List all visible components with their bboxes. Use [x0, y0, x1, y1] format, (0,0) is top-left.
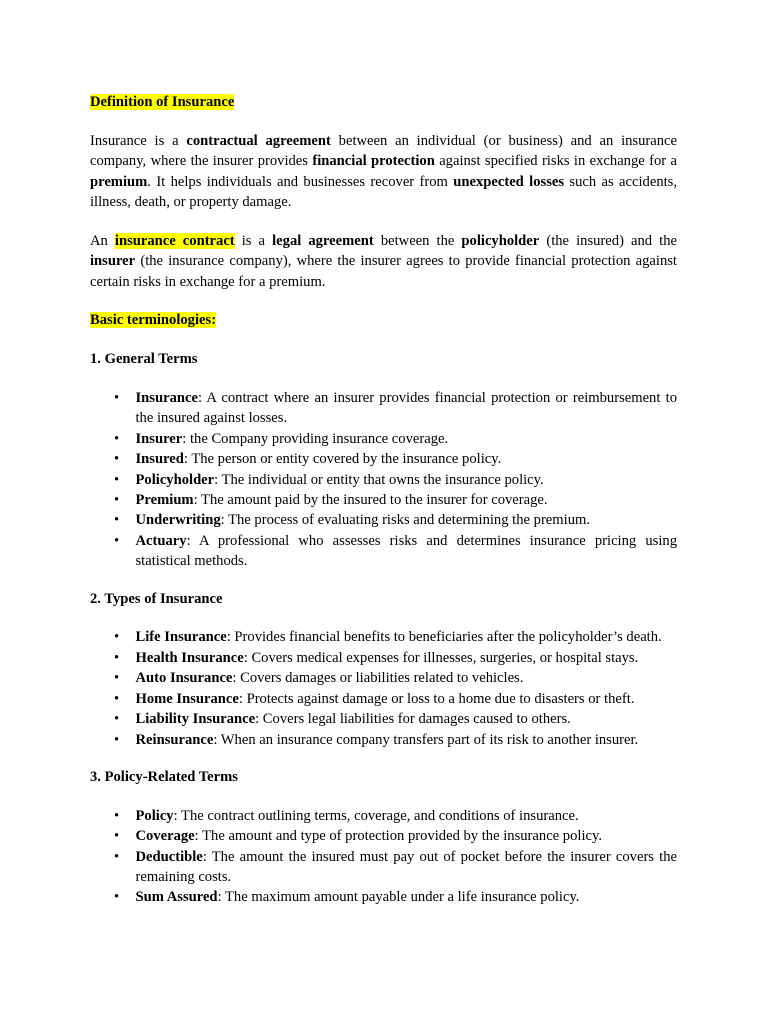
term: Auto Insurance [135, 670, 233, 687]
term: Premium [135, 492, 194, 509]
bullet-icon: • [114, 889, 120, 906]
bullet-icon: • [114, 731, 120, 748]
bold-term: unexpected losses [453, 173, 565, 190]
term: Actuary [135, 532, 187, 549]
text-run: An [90, 232, 115, 249]
term: Health Insurance [135, 649, 244, 666]
term-description: : Provides financial benefits to beneficiaries after the policyholder’s death. [226, 629, 662, 646]
subheading-types-of-insurance: 2. Types of Insurance [90, 590, 223, 607]
bold-term: policyholder [461, 232, 540, 249]
term-description: : the Company providing insurance coverage. [182, 430, 449, 447]
text-run: between an individual (or business) and an insurance company, where the insurer provides [90, 132, 677, 170]
text-run: (the insurance company), where the insurer agrees to provide financial protection against certain risks in exchange for a premium. [90, 253, 677, 290]
definition-paragraph [90, 131, 677, 213]
bullet-icon: • [114, 512, 120, 529]
term-description: : The maximum amount payable under a life insurance policy. [217, 889, 580, 906]
term: Insurer [135, 430, 183, 447]
term-description: : Covers damages or liabilities related to vehicles. [232, 670, 524, 687]
bullet-icon: • [114, 807, 120, 824]
list-item [90, 388, 677, 429]
term-description: : The individual or entity that owns the insurance policy. [214, 471, 544, 488]
section-title-terminologies [90, 310, 677, 330]
bullet-icon: • [114, 451, 120, 468]
text-run: is a [234, 232, 273, 249]
list-item [90, 648, 677, 668]
text-run: between the [373, 232, 462, 249]
bullet-icon: • [114, 828, 120, 845]
term: Deductible [135, 848, 203, 865]
bullet-icon: • [114, 492, 120, 509]
list-item [90, 510, 677, 530]
term-description: : The amount paid by the insured to the insurer for coverage. [193, 492, 548, 509]
bold-term: contractual agreement [186, 132, 331, 149]
list-item [90, 689, 677, 709]
bullet-icon: • [114, 471, 120, 488]
text-run: against specified risks in exchange for a [434, 153, 677, 170]
policy-related-terms-list [90, 806, 677, 908]
term-description: : The contract outlining terms, coverage, and conditions of insurance. [173, 807, 579, 824]
term-description: : The amount the insured must pay out of pocket before the insurer covers the remaining costs. [135, 848, 677, 885]
term-description: : The process of evaluating risks and determining the premium. [220, 512, 590, 529]
list-item [90, 826, 677, 846]
list-item [90, 847, 677, 888]
term: Policy [135, 807, 174, 824]
text-run: such as accidents, illness, death, or property damage. [90, 173, 677, 211]
term-description: : The person or entity covered by the insurance policy. [183, 451, 502, 468]
text-run: . It helps individuals and businesses recover from [147, 173, 454, 190]
term: Liability Insurance [135, 711, 256, 728]
term-description: : When an insurance company transfers part of its risk to another insurer. [213, 731, 639, 748]
term: Policyholder [135, 471, 215, 488]
highlighted-title: Basic terminologies: [90, 312, 217, 329]
term: Life Insurance [135, 629, 227, 646]
term: Insurance [135, 390, 198, 407]
highlighted-term: insurance contract [114, 232, 235, 249]
term-description: : A contract where an insurer provides financial protection or reimbursement to the insured against losses. [135, 390, 677, 427]
term-description: : The amount and type of protection provided by the insurance policy. [194, 828, 602, 845]
bullet-icon: • [114, 690, 120, 707]
list-item [90, 806, 677, 826]
bullet-icon: • [114, 430, 120, 447]
list-item [90, 449, 677, 469]
bullet-icon: • [114, 649, 120, 666]
term-description: : Covers legal liabilities for damages caused to others. [255, 711, 571, 728]
list-item [90, 668, 677, 688]
text-run: Insurance is a [90, 132, 187, 149]
section-title-definition [90, 92, 677, 112]
list-item [90, 730, 677, 750]
term-description: : Protects against damage or loss to a home due to disasters or theft. [238, 690, 635, 707]
list-item [90, 887, 677, 907]
bullet-icon: • [114, 629, 120, 646]
bold-term: financial protection [312, 153, 435, 170]
term: Reinsurance [135, 731, 214, 748]
list-item [90, 709, 677, 729]
term: Sum Assured [135, 889, 218, 906]
term: Coverage [135, 828, 195, 845]
bullet-icon: • [114, 532, 120, 549]
list-item [90, 627, 677, 647]
contract-paragraph [90, 231, 677, 292]
term-description: : A professional who assesses risks and determines insurance pricing using statistical methods. [135, 532, 677, 570]
general-terms-list [90, 388, 677, 572]
term-description: : Covers medical expenses for illnesses, surgeries, or hospital stays. [243, 649, 639, 666]
bold-term: premium [90, 173, 148, 190]
list-item [90, 490, 677, 510]
bold-term: insurer [90, 253, 136, 270]
highlighted-title: Definition of Insurance [90, 94, 235, 110]
subheading-general-terms: 1. General Terms [90, 351, 198, 368]
list-item [90, 470, 677, 490]
term: Underwriting [135, 512, 221, 529]
bullet-icon: • [114, 390, 120, 407]
bullet-icon: • [114, 711, 120, 728]
text-run: (the insured) and the [539, 232, 677, 249]
bullet-icon: • [114, 670, 120, 687]
bold-term: legal agreement [272, 232, 374, 249]
types-of-insurance-list [90, 627, 677, 749]
bullet-icon: • [114, 848, 120, 865]
subheading-policy-related-terms: 3. Policy-Related Terms [90, 768, 238, 785]
term: Insured [135, 451, 184, 468]
list-item [90, 429, 677, 449]
list-item [90, 531, 677, 572]
term: Home Insurance [135, 690, 239, 707]
document-body [90, 92, 677, 908]
